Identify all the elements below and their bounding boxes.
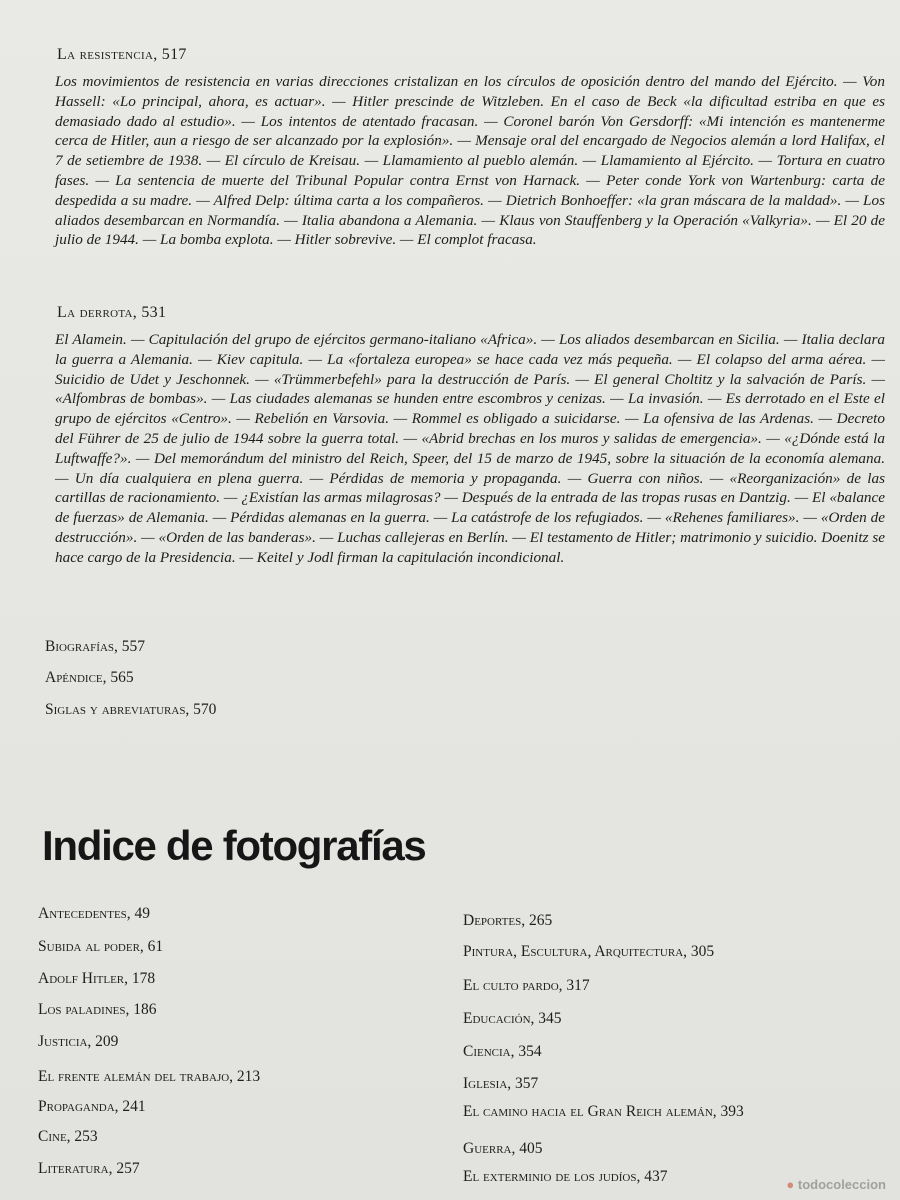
photo-index-entry: Los paladines, 186 bbox=[38, 1001, 157, 1018]
photo-index-entry: El culto pardo, 317 bbox=[463, 977, 590, 994]
section-text: Los movimientos de resistencia en varias direcciones cristalizan en los círculos de oposición dentro del mando del Ejército. — Von Hassell: «Lo principal, ahora, es actuar». — Hitler prescinde de Witzleben. En el caso de Beck «la dificultad estriba en que es demasiado dado al estudio». — Los intentos de atentado fracasan. — Coronel barón Von Gersdorff: «Mi intención es mantenerme cerca de Hitler, aun a riesgo de ser alcanzado por la explosión». — Mensaje oral del encargado de Negocios alemán a lord Halifax, el 7 de setiembre de 1938. — El círculo de Kreisau. — Llamamiento al pueblo alemán. — Llamamiento al Ejército. — Tortura en cuatro fases. — La sentencia de muerte del Tribunal Popular contra Ernst von Harnack. — Peter conde York von Wartenburg: carta de despedida a su madre. — Alfred Delp: última carta a los compañeros. — Dietrich Bonhoeffer: «la gran máscara de la maldad». — Los aliados desembarcan en Normandía. — Italia abandona a Alemania. — Klaus von Stauffenberg y la Operación «Valkyria». — El 20 de julio de 1944. — La bomba explota. — Hitler sobrevive. — El complot fracasa. bbox=[55, 73, 885, 249]
photo-index-entry: Educación, 345 bbox=[463, 1010, 562, 1027]
watermark-text: todocoleccion bbox=[797, 1177, 886, 1192]
section-text: El Alamein. — Capitulación del grupo de ejércitos germano-italiano «Africa». — Los aliados desembarcan en Sicilia. — Italia declara la guerra a Alemania. — Kiev capitula. — La «fortaleza europea» se hace cada vez más pequeña. — El colapso del arma aérea. — Suicidio de Udet y Jeschonnek. — «Trümmerbefehl» para la destrucción de París. — El general Choltitz y la salvación de París. — «Alfombras de bombas». — Las ciudades alemanas se hunden entre escombros y cenizas. — La invasión. — Es derrotado en el Este el grupo de ejércitos «Centro». — Rebelión en Varsovia. — Rommel es obligado a suicidarse. — La ofensiva de las Ardenas. — Decreto del Führer de 25 de julio de 1944 sobre la guerra total. — «Abrid brechas en los muros y salidas de emergencia». — «¿Dónde está la Luftwaffe?». — Del memorándum del ministro del Reich, Speer, del 15 de marzo de 1945, sobre la situación de la economía alemana. — Un día cualquiera en plena guerra. — Pérdidas de memoria y propaganda. — Guerra con niños. — «Reorganización» de las cartillas de racionamiento. — ¿Existían las armas milagrosas? — Después de la entrada de las tropas rusas en Dantzig. — El «balance de fuerzas» de Alemania. — Pérdidas alemanas en la guerra. — La catástrofe de los refugiados. — «Rehenes familiares». — «Orden de destrucción». — «Orden de las banderas». — Luchas callejeras en Berlín. — El testamento de Hitler; matrimonio y suicidio. Doenitz se hace cargo de la Presidencia. — Keitel y Jodl firman la capitulación incondicional. bbox=[55, 331, 885, 566]
photo-index-entry: Antecedentes, 49 bbox=[38, 905, 151, 922]
toc-entry: Biografías, 557 bbox=[45, 638, 146, 655]
photo-index-entry: El camino hacia el Gran Reich alemán, 393 bbox=[463, 1103, 744, 1120]
photo-index-entry: Justicia, 209 bbox=[38, 1033, 119, 1050]
photo-index-entry: El exterminio de los judíos, 437 bbox=[463, 1168, 668, 1185]
section-resistencia bbox=[55, 46, 885, 250]
photo-index-entry: Adolf Hitler, 178 bbox=[38, 970, 156, 987]
photo-index-entry: Cine, 253 bbox=[38, 1128, 98, 1145]
photo-index-entry: Guerra, 405 bbox=[463, 1140, 543, 1157]
photo-index-entry: Literatura, 257 bbox=[38, 1160, 140, 1177]
toc-entry: Siglas y abreviaturas, 570 bbox=[45, 701, 217, 718]
photo-index-title: Indice de fotografías bbox=[42, 822, 426, 869]
photo-index-entry: El frente alemán del trabajo, 213 bbox=[38, 1068, 261, 1085]
photo-index-entry: Propaganda, 241 bbox=[38, 1098, 146, 1115]
photo-index-entry: Subida al poder, 61 bbox=[38, 938, 164, 955]
photo-index-entry: Iglesia, 357 bbox=[463, 1075, 539, 1092]
photo-index-entry: Pintura, Escultura, Arquitectura, 305 bbox=[463, 943, 715, 960]
toc-entry: Apéndice, 565 bbox=[45, 669, 134, 686]
section-heading: La derrota, 531 bbox=[57, 304, 167, 321]
photo-index-entry: Ciencia, 354 bbox=[463, 1043, 542, 1060]
photo-index-entry: Deportes, 265 bbox=[463, 912, 553, 929]
watermark-logo: ● todocoleccion bbox=[786, 1177, 886, 1192]
section-derrota bbox=[55, 304, 885, 568]
section-heading: La resistencia, 517 bbox=[57, 46, 187, 63]
